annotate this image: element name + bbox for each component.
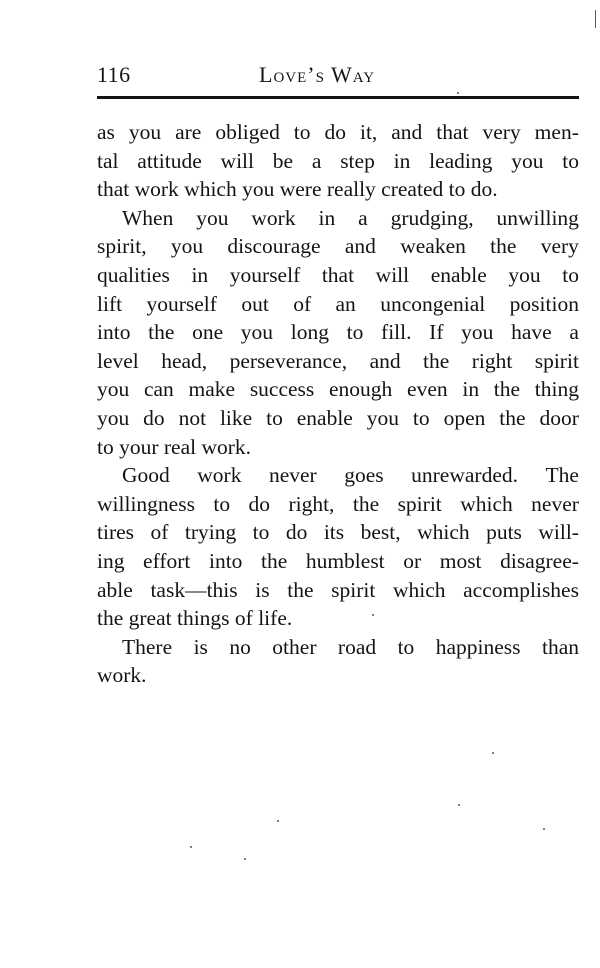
text-line: you do not like to enable you to open the door — [97, 405, 579, 430]
text-line: spirit, you discourage and weaken the very — [97, 234, 579, 259]
text-line: work. — [97, 663, 147, 688]
text-line: ing effort into the humblest or most disagree- — [97, 548, 579, 573]
text-line: as you are obliged to do it, and that very men- — [97, 120, 579, 144]
scan-speck — [458, 804, 460, 806]
page-header — [97, 62, 579, 92]
paragraph — [97, 118, 579, 204]
scan-speck — [244, 858, 246, 860]
text-line: When you work in a grudging, unwilling — [122, 205, 579, 230]
header-rule — [97, 96, 579, 99]
text-line: the great things of life. — [97, 606, 293, 631]
page-number: 116 — [97, 62, 131, 87]
text-line: tal attitude will be a step in leading you to — [97, 148, 579, 173]
scan-speck — [595, 10, 596, 28]
text-line: Good work never goes unrewarded. The — [122, 463, 579, 488]
text-line: to your real work. — [97, 434, 252, 459]
text-line: able task—this is the spirit which accomplishes — [97, 577, 579, 602]
text-line: lift yourself out of an uncongenial position — [97, 291, 579, 316]
paragraph — [97, 204, 579, 461]
text-line: that work which you were really created to do. — [97, 177, 498, 202]
text-line: you can make success enough even in the thing — [97, 377, 579, 402]
scan-speck — [190, 846, 192, 848]
text-line: level head, perseverance, and the right spirit — [97, 348, 579, 373]
body-text — [97, 118, 579, 690]
scan-speck — [277, 820, 279, 822]
running-head: Love’s Way — [259, 62, 376, 87]
text-line: There is no other road to happiness than — [122, 634, 579, 659]
scan-speck — [492, 752, 494, 754]
scan-speck — [457, 92, 459, 94]
text-line: tires of trying to do its best, which puts will- — [97, 520, 579, 545]
paragraph — [97, 633, 579, 690]
paragraph — [97, 461, 579, 633]
text-line: into the one you long to fill. If you have a — [97, 320, 579, 345]
scan-speck — [372, 614, 374, 616]
text-line: qualities in yourself that will enable you to — [97, 262, 579, 287]
scan-speck — [543, 828, 545, 830]
text-line: willingness to do right, the spirit which never — [97, 491, 579, 516]
